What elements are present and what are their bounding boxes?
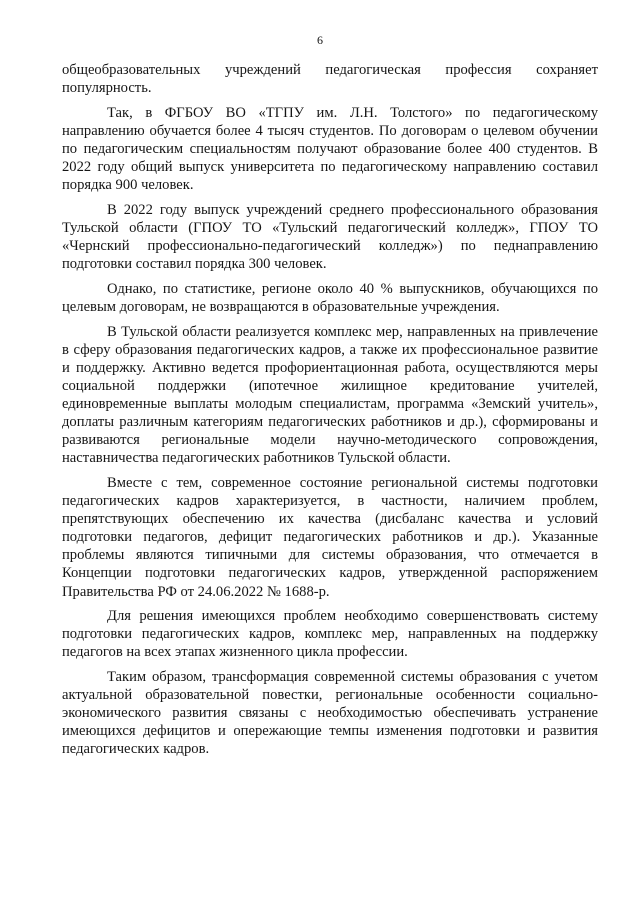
- paragraph-conclusion: Таким образом, трансформация современной системы образования с учетом актуальной образовательной повестки, региональные особенности социально-экономического развития связаны с необходимостью обеспечивать устранение имеющихся дефицитов и опережающие темпы изменения подготовки и развития педагогических кадров.: [62, 669, 598, 758]
- body-text: [62, 61, 598, 765]
- paragraph-solutions: Для решения имеющихся проблем необходимо совершенствовать систему подготовки педагогических кадров, комплекс мер, направленных на поддержку педагогов на всех этапах жизненного цикла профессии.: [62, 608, 598, 661]
- page-number: 6: [317, 33, 323, 47]
- paragraph-support-measures: В Тульской области реализуется комплекс мер, направленных на привлечение в сферу образования педагогических кадров, а также их профессиональное развитие и поддержку. Активно ведется профориентационная работа, осуществляются меры социальной поддержки (ипотечное жилищное кредитование учителей, единовременные выплаты молодым специалистам, программа «Земский учитель», доплаты различным категориям педагогических работников и др.), сформированы и развиваются региональные модели научно-методического сопровождения, наставничества педагогических работников Тульской области.: [62, 323, 598, 467]
- paragraph-problems: Вместе с тем, современное состояние региональной системы подготовки педагогических кадров характеризуется, в частности, наличием проблем, препятствующих обеспечению их качества (дисбаланс качества и условий подготовки педагогов, дефицит педагогических работников и др.). Указанные проблемы являются типичными для системы образования, что отмечается в Концепции подготовки педагогических кадров, утвержденной распоряжением Правительства РФ от 24.06.2022 № 1688-р.: [62, 474, 598, 600]
- paragraph-tgpu-students: Так, в ФГБОУ ВО «ТГПУ им. Л.Н. Толстого» по педагогическому направлению обучается более 4 тысяч студентов. По договорам о целевом обучении по педагогическим специальностям получают образование более 400 студентов. В 2022 году общий выпуск университета по педагогическому направлению составил порядка 900 человек.: [62, 104, 598, 194]
- paragraph-statistics: Однако, по статистике, регионе около 40 % выпускников, обучающихся по целевым договорам, не возвращаются в образовательные учреждения.: [62, 280, 598, 315]
- paragraph-continuation: общеобразовательных учреждений педагогическая профессия сохраняет популярность.: [62, 62, 598, 97]
- paragraph-spo-graduates: В 2022 году выпуск учреждений среднего профессионального образования Тульской области (ГПОУ ТО «Тульский педагогический колледж», ГПОУ ТО «Чернский профессионально-педагогический колледж») по педнаправлению подготовки составил порядка 300 человек.: [62, 201, 598, 273]
